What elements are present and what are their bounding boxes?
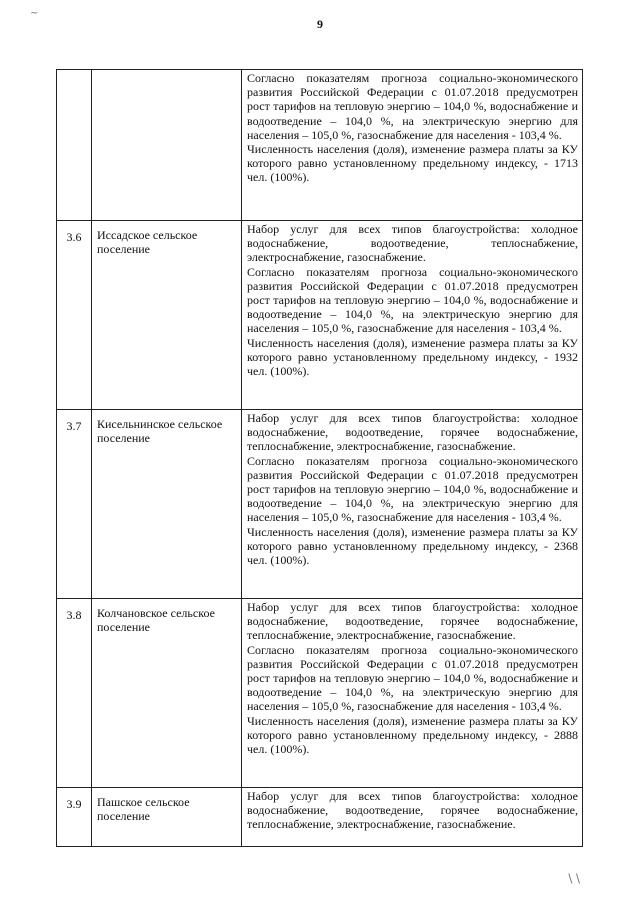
table-row	[57, 221, 583, 410]
paragraph: Численность населения (доля), изменение размера платы за КУ которого равно установленному предельному индексу, - 2888 чел. (100%).	[247, 713, 578, 757]
settlement-name	[92, 70, 242, 221]
row-number: 3.7	[57, 410, 92, 599]
page-number: 9	[317, 17, 323, 31]
paragraph: Численность населения (доля), изменение размера платы за КУ которого равно установленному предельному индексу, - 2368 чел. (100%).	[247, 524, 578, 568]
scan-artifact-icon: ∼	[30, 8, 39, 19]
row-number	[57, 70, 92, 221]
table-row	[57, 70, 583, 221]
row-description	[242, 788, 583, 847]
row-description	[242, 70, 583, 221]
paragraph: Набор услуг для всех типов благоустройства: холодное водоснабжение, водоотведение, теплоснабжение, электроснабжение, газоснабжение.	[247, 222, 578, 265]
scan-artifact-icon: ∖∖	[566, 872, 582, 886]
paragraph: Численность населения (доля), изменение размера платы за КУ которого равно установленному предельному индексу, - 1713 чел. (100%).	[247, 142, 578, 185]
settlement-name: Иссадское сельское поселение	[92, 221, 242, 410]
row-number: 3.8	[57, 599, 92, 788]
row-number: 3.6	[57, 221, 92, 410]
municipal-services-table	[56, 69, 583, 847]
row-description	[242, 221, 583, 410]
table-row	[57, 410, 583, 599]
settlement-name: Пашское сельское поселение	[92, 788, 242, 847]
paragraph: Согласно показателям прогноза социально-экономического развития Российской Федерации с 01.07.2018 предусмотрен рост тарифов на тепловую энергию – 104,0 %, водоснабжение и водоотведение – 104,0 %, на электрическую энергию для населения – 105,0 %, газоснабжение для населения - 103,4 %.	[247, 453, 578, 525]
paragraph: Численность населения (доля), изменение размера платы за КУ которого равно установленному предельному индексу, - 1932 чел. (100%).	[247, 335, 578, 379]
settlement-name: Колчановское сельское поселение	[92, 599, 242, 788]
row-description	[242, 410, 583, 599]
paragraph: Набор услуг для всех типов благоустройства: холодное водоснабжение, водоотведение, горячее водоснабжение, теплоснабжение, электроснабжение, газоснабжение.	[247, 411, 578, 454]
row-description	[242, 599, 583, 788]
settlement-name: Кисельнинское сельское поселение	[92, 410, 242, 599]
paragraph: Набор услуг для всех типов благоустройства: холодное водоснабжение, водоотведение, горячее водоснабжение, теплоснабжение, электроснабжение, газоснабжение.	[247, 600, 578, 643]
table-row	[57, 788, 583, 847]
table-row	[57, 599, 583, 788]
paragraph: Согласно показателям прогноза социально-экономического развития Российской Федерации с 01.07.2018 предусмотрен рост тарифов на тепловую энергию – 104,0 %, водоснабжение и водоотведение – 104,0 %, на электрическую энергию для населения – 105,0 %, газоснабжение для населения - 103,4 %.	[247, 71, 578, 142]
paragraph: Набор услуг для всех типов благоустройства: холодное водоснабжение, водоотведение, горячее водоснабжение, теплоснабжение, электроснабжение, газоснабжение.	[247, 789, 578, 832]
row-number: 3.9	[57, 788, 92, 847]
paragraph: Согласно показателям прогноза социально-экономического развития Российской Федерации с 01.07.2018 предусмотрен рост тарифов на тепловую энергию – 104,0 %, водоснабжение и водоотведение – 104,0 %, на электрическую энергию для населения – 105,0 %, газоснабжение для населения - 103,4 %.	[247, 264, 578, 336]
paragraph: Согласно показателям прогноза социально-экономического развития Российской Федерации с 01.07.2018 предусмотрен рост тарифов на тепловую энергию – 104,0 %, водоснабжение и водоотведение – 104,0 %, на электрическую энергию для населения – 105,0 %, газоснабжение для населения - 103,4 %.	[247, 642, 578, 714]
